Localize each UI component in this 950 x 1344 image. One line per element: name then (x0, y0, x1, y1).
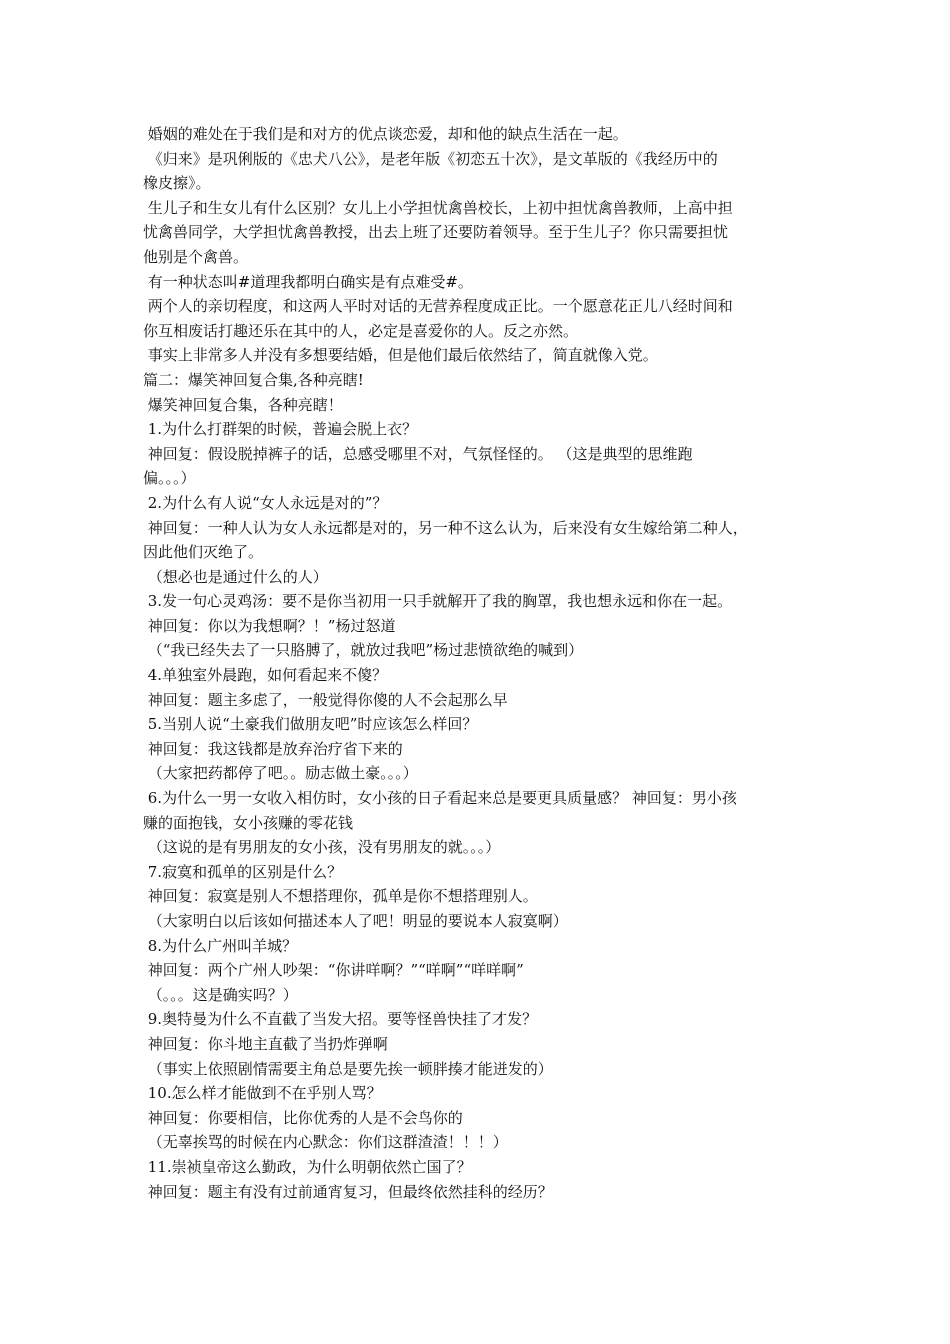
text-line: 有一种状态叫#道理我都明白确实是有点难受#。 (143, 272, 473, 291)
text-line: （。。。这是确实吗？） (143, 985, 298, 1004)
text-line: 5.当别人说“土豪我们做朋友吧”时应该怎么样回？ (143, 715, 478, 734)
document-body (143, 122, 823, 1204)
text-line: 他别是个禽兽。 (143, 247, 249, 266)
text-line: 神回复：你要相信，比你优秀的人是不会鸟你的 (143, 1108, 463, 1127)
text-line: 婚姻的难处在于我们是和对方的优点谈恋爱，却和他的缺点生活在一起。 (143, 125, 628, 143)
text-line: 神回复：寂寞是别人不想搭理你，孤单是你不想搭理别人。 (143, 887, 538, 906)
text-line: 神回复：你以为我想啊？！”杨过怒道 (143, 616, 396, 635)
text-line: 偏。。。） (143, 469, 196, 488)
text-line: 事实上非常多人并没有多想要结婚，但是他们最后依然结了，简直就像入党。 (143, 346, 658, 365)
text-line: 3.发一句心灵鸡汤：要不是你当初用一只手就解开了我的胸罩，我也想永远和你在一起。 (143, 592, 733, 611)
text-line: 《归来》是巩俐版的《忠犬八公》，是老年版《初恋五十次》，是文革版的《我经历中的 (143, 149, 718, 168)
text-line: 因此他们灭绝了。 (143, 543, 264, 562)
text-line: 两个人的亲切程度，和这两人平时对话的无营养程度成正比。一个愿意花正儿八经时间和 (143, 297, 733, 316)
text-line: （大家明白以后该如何描述本人了吧！明显的要说本人寂寞啊） (143, 912, 568, 930)
text-line: 橡皮擦》。 (143, 174, 211, 193)
text-line: 神回复：题主多虑了，一般觉得你傻的人不会起那么早 (143, 690, 508, 709)
text-line: 9.奥特曼为什么不直截了当发大招。要等怪兽快挂了才发？ (143, 1010, 538, 1029)
text-line: 赚的面抱钱，女小孩赚的零花钱 (143, 813, 354, 832)
text-line: 神回复：假设脱掉裤子的话，总感受哪里不对，气氛怪怪的。 （这是典型的思维跑 (143, 444, 693, 463)
text-line: （大家把药都停了吧。。励志做土豪。。。） (143, 764, 418, 783)
text-line: 2.为什么有人说“女人永远是对的”？ (143, 493, 388, 512)
text-line: 神回复：两个广州人吵架：“你讲咩啊？”“咩啊”“咩咩啊” (143, 961, 524, 980)
text-line: （这说的是有男朋友的女小孩，没有男朋友的就。。。） (143, 838, 501, 857)
text-line: 神回复：我这钱都是放弃治疗省下来的 (143, 739, 403, 758)
text-line: 7.寂寞和孤单的区别是什么？ (143, 862, 343, 881)
text-line: （无辜挨骂的时候在内心默念：你们这群渣渣！！！） (143, 1133, 508, 1152)
text-line: 1.为什么打群架的时候，普遍会脱上衣？ (143, 420, 418, 439)
text-line: 忧禽兽同学，大学担忧禽兽教授，出去上班了还要防着领导。至于生儿子？你只需要担忧 (143, 223, 729, 242)
text-line: 爆笑神回复合集，各种亮瞎！ (143, 395, 343, 414)
text-line: （事实上依照剧情需要主角总是要先挨一顿胖揍才能迸发的） (143, 1059, 553, 1078)
text-line: 你互相废话打趣还乐在其中的人，必定是喜爱你的人。反之亦然。 (143, 321, 579, 340)
text-line: 4.单独室外晨跑，如何看起来不傻？ (143, 666, 388, 685)
text-line: 神回复：一种人认为女人永远都是对的，另一种不这么认为，后来没有女生嫁给第二种人， (143, 518, 748, 537)
text-line: 神回复：题主有没有过前通宵复习，但最终依然挂科的经历？ (143, 1182, 553, 1201)
text-line: 11.崇祯皇帝这么勤政，为什么明朝依然亡国了？ (143, 1157, 472, 1176)
text-line: 6.为什么一男一女收入相仿时，女小孩的日子看起来总是要更具质量感？ 神回复：男小孩 (143, 789, 737, 808)
text-line: 神回复：你斗地主直截了当扔炸弹啊 (143, 1034, 388, 1053)
text-line: 生儿子和生女儿有什么区别？女儿上小学担忧禽兽校长，上初中担忧禽兽教师，上高中担 (143, 198, 733, 217)
text-line: 10.怎么样才能做到不在乎别人骂？ (143, 1084, 382, 1103)
text-line: （“我已经失去了一只胳膊了，就放过我吧”杨过悲愤欲绝的喊到） (143, 641, 584, 660)
text-line: 篇二：爆笑神回复合集,各种亮瞎! (143, 370, 364, 389)
text-line: 8.为什么广州叫羊城？ (143, 936, 298, 955)
text-line: （想必也是通过什么的人） (143, 567, 328, 586)
